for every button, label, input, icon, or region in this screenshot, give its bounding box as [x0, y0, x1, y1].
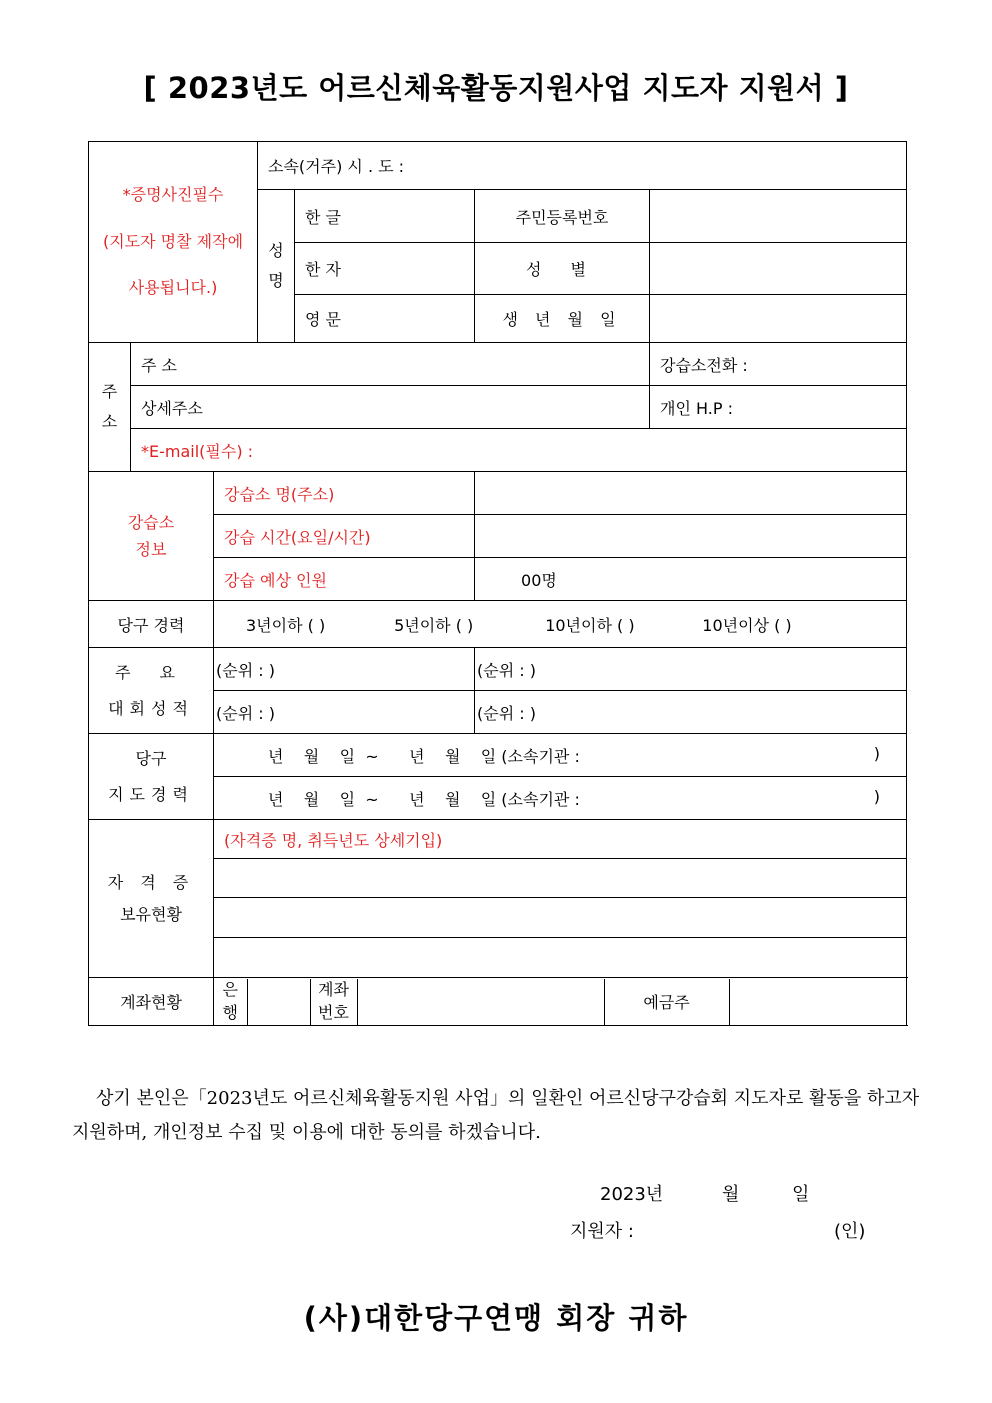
application-form-table: [88, 141, 907, 1026]
account-number-label-1: 계좌: [318, 980, 349, 1000]
account-row: [214, 978, 907, 1026]
consent-statement: 상기 본인은「2023년도 어르신체육활동지원 사업」의 일환인 어르신당구강습회 지도자로 활동을 하고자 지원하며, 개인정보 수집 및 이용에 대한 동의를 하겠습니다.: [72, 1088, 920, 1143]
photo-box[interactable]: [89, 142, 258, 343]
career-label: 당구 경력: [89, 601, 214, 648]
birth-label: 생 년 월 일: [475, 295, 650, 343]
birth-input[interactable]: [650, 295, 907, 343]
name-label-1: 성: [268, 240, 284, 260]
photo-note-line1: (지도자 명찰 제작에: [102, 231, 244, 251]
class-info-label: [89, 472, 214, 601]
date-day: 일: [792, 1184, 810, 1205]
photo-required-label: *증명사진필수: [122, 185, 224, 205]
detail-address-field[interactable]: 상세주소: [131, 386, 650, 429]
result-field-4[interactable]: (순위 : ): [475, 691, 907, 734]
career-option-10y[interactable]: 10년이하 ( ): [545, 615, 635, 635]
coaching-row-1-close: ): [873, 743, 881, 763]
class-info-label-1: 강습소: [127, 512, 175, 532]
name-label: [258, 190, 295, 343]
account-subtable: [214, 979, 906, 1025]
account-label: 계좌현황: [89, 978, 214, 1026]
certificates-label: [89, 820, 214, 978]
account-number-label: [310, 979, 357, 1025]
certificate-hint-field[interactable]: (자격증 명, 취득년도 상세기입): [214, 820, 907, 859]
result-field-2[interactable]: (순위 : ): [475, 648, 907, 691]
coaching-row-2[interactable]: [214, 777, 907, 820]
name-hanja-label: 한 자: [295, 243, 475, 295]
certificate-field-2[interactable]: [214, 859, 907, 898]
address-field[interactable]: 주 소: [131, 343, 650, 386]
certificates-label-1: 자 격 증: [107, 872, 195, 892]
coaching-label-1: 당구: [135, 749, 167, 769]
bank-label: [214, 979, 247, 1025]
rrn-input[interactable]: [650, 190, 907, 243]
career-option-3y[interactable]: 3년이하 ( ): [246, 615, 326, 635]
result-field-3[interactable]: (순위 : ): [214, 691, 475, 734]
class-name-label: 강습소 명(주소): [214, 472, 475, 515]
coaching-row-1[interactable]: [214, 734, 907, 777]
photo-note-line2: 사용됩니다.): [128, 278, 218, 298]
name-hangul-label: 한 글: [295, 190, 475, 243]
gender-label: 성 별: [475, 243, 650, 295]
name-english-label: 영 문: [295, 295, 475, 343]
address-label-2: 소: [101, 412, 118, 431]
results-label-1: 주 요: [115, 663, 187, 683]
class-time-label: 강습 시간(요일/시간): [214, 515, 475, 558]
class-name-input[interactable]: [475, 472, 907, 515]
class-people-input[interactable]: 00명: [475, 558, 907, 601]
results-label-2: 대회성적: [108, 698, 194, 718]
coaching-label: [89, 734, 214, 820]
career-option-10y-plus[interactable]: 10년이상 ( ): [702, 615, 792, 635]
account-number-label-2: 번호: [318, 1002, 349, 1022]
career-option-5y[interactable]: 5년이하 ( ): [394, 615, 474, 635]
class-people-label: 강습 예상 인원: [214, 558, 475, 601]
results-label: [89, 648, 214, 734]
coaching-label-2: 지도경력: [108, 784, 194, 804]
seal-mark: (인): [834, 1221, 866, 1242]
date-month: 월: [722, 1184, 740, 1205]
bank-label-1: 은: [222, 980, 238, 1000]
account-number-input[interactable]: [357, 979, 604, 1025]
address-label-1: 주: [101, 381, 118, 401]
coaching-row-2-close: ): [873, 786, 881, 806]
form-title: [ 2023년도 어르신체육활동지원사업 지도자 지원서 ]: [143, 71, 849, 105]
holder-label: 예금주: [604, 979, 729, 1025]
coaching-row-1-text: 년 월 일 ~ 년 월 일 (소속기관 :: [268, 746, 580, 766]
certificate-field-3[interactable]: [214, 898, 907, 938]
recipient-line: (사)대한당구연맹 회장 귀하: [303, 1301, 689, 1335]
affiliation-field[interactable]: 소속(거주) 시 . 도 :: [258, 142, 907, 190]
bank-label-2: 행: [222, 1002, 238, 1022]
name-label-2: 명: [268, 271, 284, 290]
class-info-label-2: 정보: [135, 540, 167, 559]
career-options: [214, 601, 907, 648]
class-time-input[interactable]: [475, 515, 907, 558]
address-label: [89, 343, 131, 472]
coaching-row-2-text: 년 월 일 ~ 년 월 일 (소속기관 :: [268, 789, 580, 809]
holder-input[interactable]: [729, 979, 906, 1025]
class-phone-field[interactable]: 강습소전화 :: [650, 343, 907, 386]
date-year: 2023년: [600, 1184, 664, 1205]
certificates-label-2: 보유현황: [120, 904, 182, 924]
mobile-field[interactable]: 개인 H.P :: [650, 386, 907, 429]
rrn-label: 주민등록번호: [475, 190, 650, 243]
result-field-1[interactable]: (순위 : ): [214, 648, 475, 691]
certificate-field-4[interactable]: [214, 938, 907, 978]
bank-input[interactable]: [247, 979, 310, 1025]
applicant-label: 지원자 :: [570, 1221, 634, 1242]
email-field[interactable]: *E-mail(필수) :: [131, 429, 907, 472]
gender-input[interactable]: [650, 243, 907, 295]
